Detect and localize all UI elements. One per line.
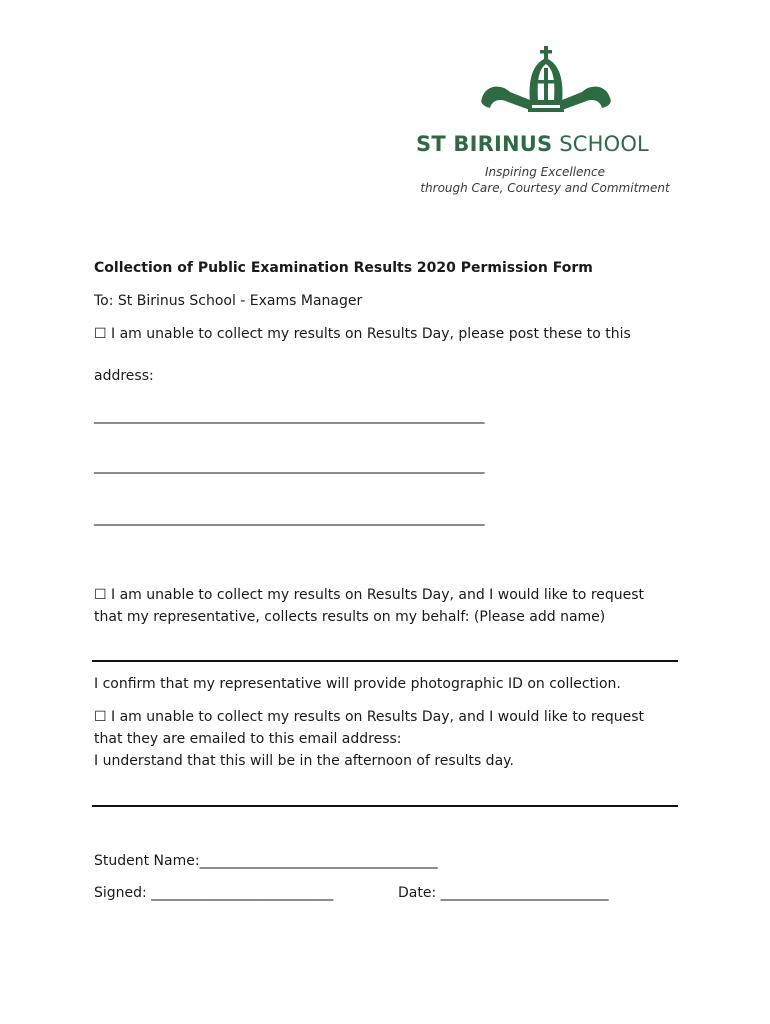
email-checkbox[interactable]: ☐ [94, 709, 107, 725]
option-representative-text: I am unable to collect my results on Results Day, and I would like to request [106, 587, 645, 603]
signed-field[interactable]: Signed: __________________________ [94, 885, 334, 901]
school-name-bold: ST BIRINUS [416, 132, 553, 156]
school-logo [410, 44, 685, 204]
option-post-text: I am unable to collect my results on Results Day, please post these to this [106, 326, 631, 342]
representative-checkbox[interactable]: ☐ [94, 587, 107, 603]
student-name-field[interactable]: Student Name:__________________________________ [94, 853, 438, 869]
email-address-field[interactable] [92, 805, 678, 807]
option-post-line-2: address: [94, 368, 154, 384]
school-tagline [410, 164, 680, 196]
school-name-light: SCHOOL [552, 132, 649, 156]
option-email-line-3: I understand that this will be in the afternoon of results day. [94, 753, 514, 769]
option-email-line-1 [94, 706, 644, 728]
option-email-text: I am unable to collect my results on Results Day, and I would like to request [106, 709, 645, 725]
option-representative-line-2: that my representative, collects results on my behalf: (Please add name) [94, 609, 606, 625]
option-representative-line-1 [94, 584, 644, 606]
representative-name-field[interactable] [92, 660, 678, 662]
date-field[interactable]: Date: ________________________ [398, 885, 609, 901]
post-checkbox[interactable]: ☐ [94, 326, 107, 342]
confirm-line: I confirm that my representative will provide photographic ID on collection. [94, 676, 621, 692]
tagline-line-1: Inspiring Excellence [485, 165, 605, 179]
school-crest-icon [476, 44, 616, 116]
to-line: To: St Birinus School - Exams Manager [94, 293, 363, 309]
tagline-line-2: through Care, Courtesy and Commitment [420, 181, 670, 195]
option-email-line-2: that they are emailed to this email address: [94, 731, 402, 747]
address-line-2[interactable]: ____________________________________________________________ [94, 458, 484, 474]
address-line-3[interactable]: ____________________________________________________________ [94, 510, 484, 526]
form-title: Collection of Public Examination Results 2020 Permission Form [94, 260, 593, 276]
address-line-1[interactable]: ____________________________________________________________ [94, 408, 484, 424]
school-name [416, 132, 649, 156]
option-post-line-1 [94, 323, 631, 345]
